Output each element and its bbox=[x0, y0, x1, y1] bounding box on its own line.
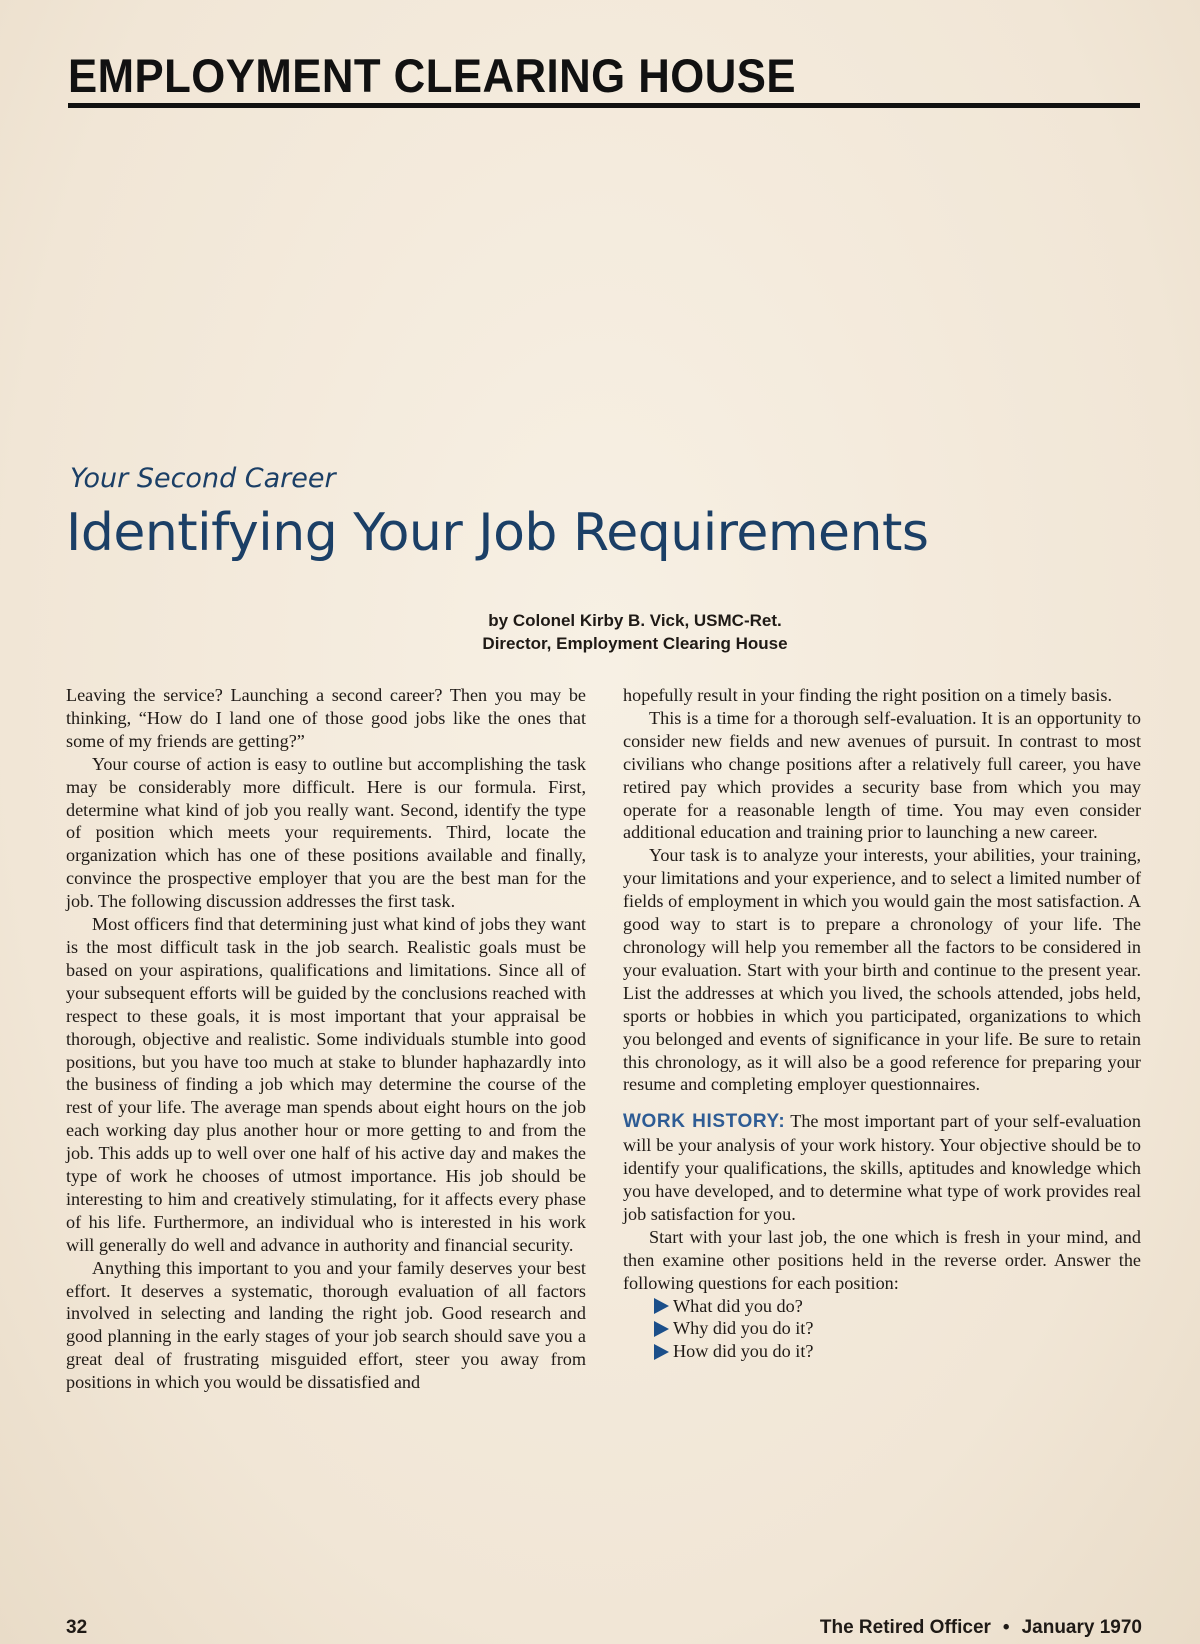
left-column bbox=[66, 684, 586, 1394]
byline bbox=[0, 609, 1200, 655]
list-item: Why did you do it? bbox=[654, 1317, 1141, 1340]
issue-date: January 1970 bbox=[1021, 1617, 1142, 1638]
article-title: Identifying Your Job Requirements bbox=[66, 503, 929, 563]
byline-author: by Colonel Kirby B. Vick, USMC-Ret. bbox=[488, 611, 782, 630]
triangle-bullet-icon bbox=[654, 1321, 669, 1337]
paragraph: Your task is to analyze your interests, your abilities, your training, your limitations and your experience, and to select a limited number of fields of employment in which you would gain the most satisfaction. A good way to start is to prepare a chronology of your life. The chronology will help you remember all the factors to be considered in your evaluation. Start with your birth and continue to the present year. List the addresses at which you lived, the schools attended, jobs held, sports or hobbies in which you participated, organizations to which you belonged and events of significance in your life. Be sure to retain this chronology, as it will also be a good reference for preparing your resume and completing employer questionnaires. bbox=[623, 845, 1141, 1095]
paragraph-continuation: hopefully result in your finding the right position on a timely basis. bbox=[623, 685, 1112, 705]
footer-separator: • bbox=[1002, 1617, 1010, 1638]
byline-role: Director, Employment Clearing House bbox=[482, 634, 788, 653]
triangle-bullet-icon bbox=[654, 1344, 669, 1360]
work-history-heading: WORK HISTORY: bbox=[623, 1111, 786, 1133]
paragraph: Leaving the service? Launching a second career? Then you may be thinking, “How do I land one of those good jobs like the ones that some of my friends are getting?” bbox=[66, 685, 586, 751]
list-item: What did you do? bbox=[654, 1295, 1141, 1318]
work-history-text: The most important part of your self-evaluation will be your analysis of your work history. Your objective should be to identify your qualifications, the skills, aptitudes and knowledge which you have developed, and to determine what type of work provides real job satisfaction for you. bbox=[623, 1111, 1141, 1224]
header-rule bbox=[68, 103, 1140, 108]
section-header: EMPLOYMENT CLEARING HOUSE bbox=[68, 49, 797, 102]
page-number: 32 bbox=[66, 1617, 88, 1638]
question-list bbox=[623, 1295, 1141, 1364]
paragraph: This is a time for a thorough self-evaluation. It is an opportunity to consider new fields and new avenues of pursuit. In contrast to most civilians who change positions after a relatively full career, you have retired pay which provides a security base from which you may operate for a reasonable length of time. You may even consider additional education and training prior to launching a new career. bbox=[623, 707, 1141, 843]
publication-name: The Retired Officer bbox=[819, 1617, 991, 1638]
paragraph: Your course of action is easy to outline but accomplishing the task may be considerably more difficult. Here is our formula. First, determine what kind of job you really want. Second, identify the type of position which meets your requirements. Third, locate the organization which has one of these positions available and finally, convince the prospective employer that you are the best man for the job. The following discussion addresses the first task. bbox=[66, 753, 586, 912]
work-history-paragraph bbox=[623, 1110, 1141, 1226]
triangle-bullet-icon bbox=[654, 1298, 669, 1314]
right-column bbox=[623, 684, 1141, 1363]
paragraph: Start with your last job, the one which is fresh in your mind, and then examine other positions held in the reverse order. Answer the following questions for each position: bbox=[623, 1226, 1141, 1293]
article-kicker: Your Second Career bbox=[70, 463, 336, 494]
paragraph: Most officers find that determining just what kind of jobs they want is the most difficult task in the job search. Realistic goals must be based on your aspirations, qualifications and limitations. Since all of your subsequent efforts will be guided by the conclusions reached with respect to these goals, it is most important that your appraisal be thorough, objective and realistic. Some individuals stumble into good positions, but you have too much at stake to blunder haphazardly into the business of finding a job which may determine the course of the rest of your life. The average man spends about eight hours on the job each working day plus another hour or more getting to and from the job. This adds up to well over one half of his active day and makes the type of work he chooses of utmost importance. His job should be interesting to him and creatively stimulating, for it affects every phase of his life. Furthermore, an individual who is interested in his work will generally do well and advance in authority and financial security. bbox=[66, 914, 586, 1255]
publication-footer bbox=[820, 1617, 1142, 1639]
paragraph: Anything this important to you and your family deserves your best effort. It deserves a systematic, thorough evaluation of all factors involved in selecting and landing the right job. Good research and good planning in the early stages of your job search should save you a great deal of frustrating misguided effort, steer you away from positions in which you would be dissatisfied and bbox=[66, 1257, 586, 1393]
list-item: How did you do it? bbox=[654, 1340, 1141, 1363]
